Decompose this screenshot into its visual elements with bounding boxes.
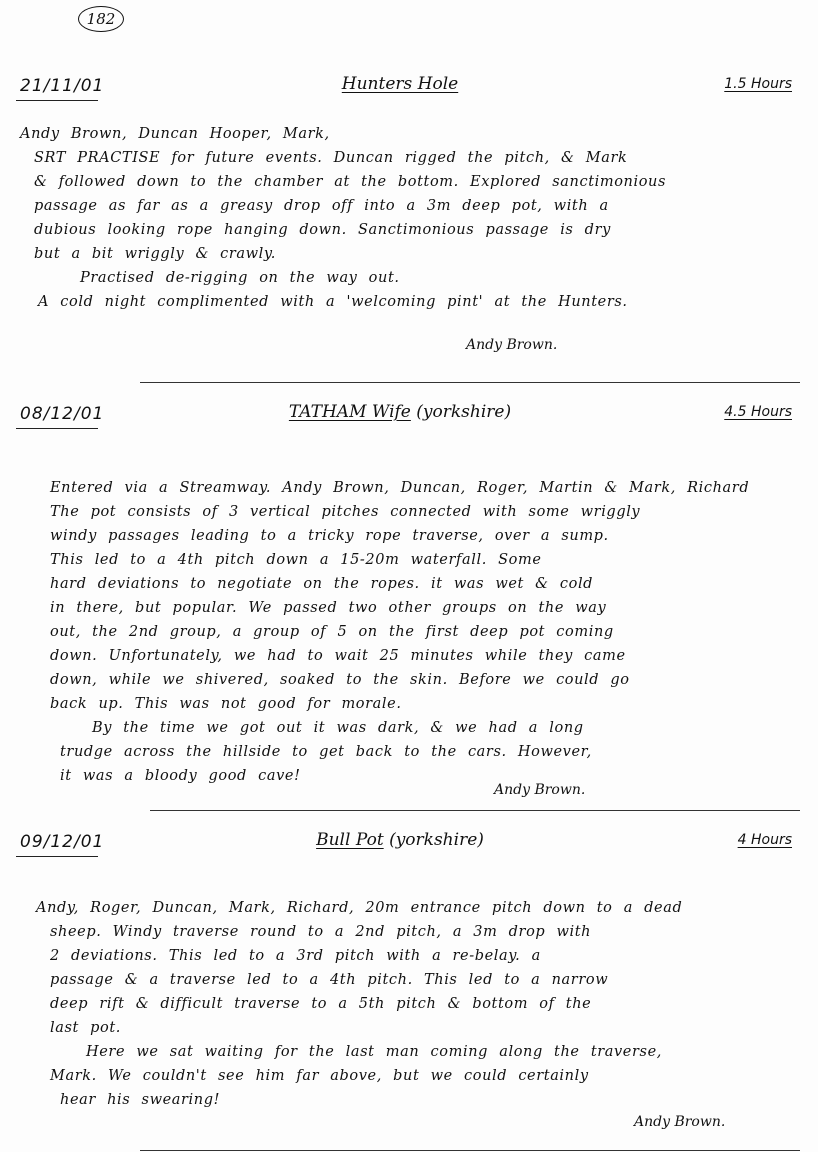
entry-title	[240, 74, 560, 94]
body-line: but a bit wriggly & crawly.	[34, 246, 276, 262]
body-line: By the time we got out it was dark, & we had a long	[92, 720, 584, 736]
body-line: passage as far as a greasy drop off into a 3m deep pot, with a	[34, 198, 609, 214]
body-line: down. Unfortunately, we had to wait 25 minutes while they came	[50, 648, 626, 664]
date-underline	[16, 856, 98, 857]
body-line: it was a bloody good cave!	[60, 768, 301, 784]
entry-body	[20, 476, 790, 788]
body-line: 2 deviations. This led to a 3rd pitch with a re-belay. a	[50, 948, 541, 964]
date-underline	[16, 428, 98, 429]
body-line: windy passages leading to a tricky rope traverse, over a sump.	[50, 528, 609, 544]
entry-date: 08/12/01	[20, 404, 105, 424]
body-line: down, while we shivered, soaked to the skin. Before we could go	[50, 672, 630, 688]
date-underline	[16, 100, 98, 101]
entry-title-text: Hunters Hole	[341, 74, 459, 94]
body-line: hear his swearing!	[60, 1092, 221, 1108]
body-line: back up. This was not good for morale.	[50, 696, 402, 712]
body-line: passage & a traverse led to a 4th pitch. This led to a narrow	[50, 972, 609, 988]
entry-title-suffix: (yorkshire)	[389, 830, 484, 850]
body-line: out, the 2nd group, a group of 5 on the first deep pot coming	[50, 624, 614, 640]
entry-header	[0, 72, 818, 106]
body-line: The pot consists of 3 vertical pitches connected with some wriggly	[50, 504, 641, 520]
body-line: deep rift & difficult traverse to a 5th pitch & bottom of the	[50, 996, 592, 1012]
body-line: Practised de-rigging on the way out.	[80, 270, 400, 286]
entry-title-suffix: (yorkshire)	[416, 402, 512, 422]
entry-body	[20, 896, 790, 1112]
body-line: Entered via a Streamway. Andy Brown, Duncan, Roger, Martin & Mark, Richard	[50, 480, 750, 496]
entry-duration: 4 Hours	[737, 832, 792, 848]
body-line: Here we sat waiting for the last man coming along the traverse,	[86, 1044, 662, 1060]
entry-divider	[150, 810, 800, 811]
body-line: Andy, Roger, Duncan, Mark, Richard, 20m entrance pitch down to a dead	[36, 900, 683, 916]
entry-title	[240, 402, 560, 422]
page-number: 182	[78, 6, 124, 32]
body-line: Andy Brown, Duncan Hooper, Mark,	[20, 126, 330, 142]
entry-divider	[140, 382, 800, 383]
body-line: sheep. Windy traverse round to a 2nd pitch, a 3m drop with	[50, 924, 592, 940]
body-line: hard deviations to negotiate on the ropes. it was wet & cold	[50, 576, 594, 592]
entry-header	[0, 828, 818, 862]
entry-title	[240, 830, 560, 850]
body-line: & followed down to the chamber at the bottom. Explored sanctimonious	[34, 174, 667, 190]
body-line: trudge across the hillside to get back to the cars. However,	[60, 744, 592, 760]
body-line: dubious looking rope hanging down. Sanctimonious passage is dry	[34, 222, 611, 238]
signature: Andy Brown.	[634, 1114, 726, 1130]
signature: Andy Brown.	[466, 337, 558, 353]
body-line: Mark. We couldn't see him far above, but we could certainly	[50, 1068, 589, 1084]
entry-duration: 4.5 Hours	[724, 404, 792, 420]
page-bottom-rule	[140, 1150, 800, 1151]
entry-body	[20, 122, 790, 314]
entry-title-text: Bull Pot	[316, 830, 384, 850]
entry-date: 21/11/01	[20, 76, 105, 96]
body-line: SRT PRACTISE for future events. Duncan rigged the pitch, & Mark	[34, 150, 628, 166]
body-line: A cold night complimented with a 'welcoming pint' at the Hunters.	[38, 294, 628, 310]
body-line: in there, but popular. We passed two other groups on the way	[50, 600, 607, 616]
entry-header	[0, 400, 818, 434]
entry-duration: 1.5 Hours	[724, 76, 792, 92]
body-line: This led to a 4th pitch down a 15-20m waterfall. Some	[50, 552, 542, 568]
entry-title-text: TATHAM Wife	[288, 402, 411, 422]
entry-date: 09/12/01	[20, 832, 105, 852]
body-line: last pot.	[50, 1020, 122, 1036]
signature: Andy Brown.	[494, 782, 586, 798]
